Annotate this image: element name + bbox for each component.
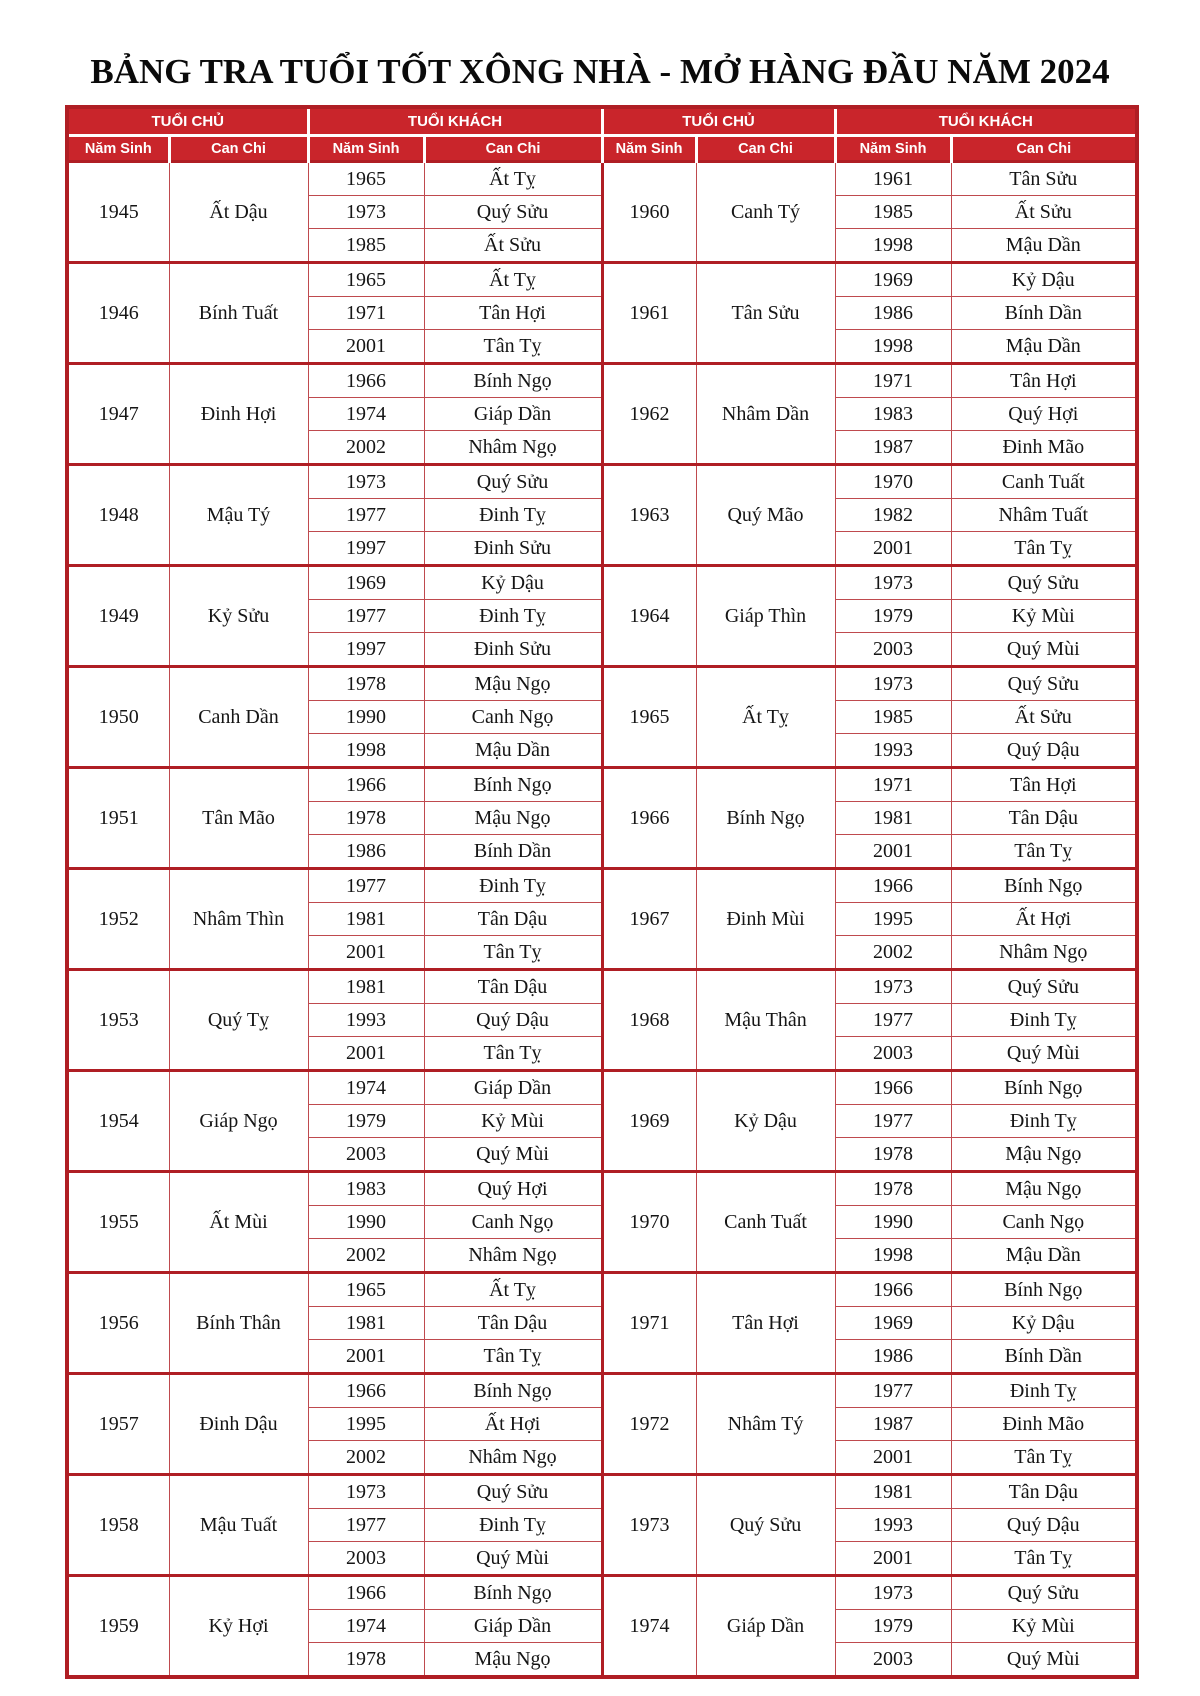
guest-year-cell: 1993 xyxy=(835,1509,951,1542)
host-year-cell: 1973 xyxy=(602,1475,696,1576)
guest-canchi-cell: Đinh Tỵ xyxy=(951,1105,1137,1138)
guest-year-cell: 1961 xyxy=(835,162,951,196)
guest-canchi-cell: Quý Sửu xyxy=(424,196,602,229)
guest-year-cell: 1977 xyxy=(835,1374,951,1408)
table-row xyxy=(67,1273,1137,1307)
guest-year-cell: 1966 xyxy=(308,768,424,802)
host-year-cell: 1966 xyxy=(602,768,696,869)
table-row xyxy=(67,970,1137,1004)
guest-canchi-cell: Đinh Tỵ xyxy=(951,1374,1137,1408)
guest-year-cell: 1973 xyxy=(308,1475,424,1509)
host-year-cell: 1955 xyxy=(67,1172,169,1273)
guest-year-cell: 1971 xyxy=(835,768,951,802)
guest-year-cell: 1997 xyxy=(308,532,424,566)
guest-canchi-cell: Nhâm Ngọ xyxy=(424,431,602,465)
host-canchi-cell: Bính Tuất xyxy=(169,263,308,364)
guest-canchi-cell: Đinh Tỵ xyxy=(424,600,602,633)
guest-canchi-cell: Kỷ Dậu xyxy=(424,566,602,600)
host-canchi-cell: Bính Ngọ xyxy=(696,768,835,869)
guest-year-cell: 2001 xyxy=(835,835,951,869)
host-year-cell: 1964 xyxy=(602,566,696,667)
guest-year-cell: 1990 xyxy=(308,701,424,734)
host-canchi-cell: Đinh Hợi xyxy=(169,364,308,465)
guest-canchi-cell: Quý Mùi xyxy=(424,1138,602,1172)
guest-canchi-cell: Tân Hợi xyxy=(951,364,1137,398)
guest-year-cell: 2001 xyxy=(835,1542,951,1576)
guest-year-cell: 1979 xyxy=(835,1610,951,1643)
host-year-cell: 1947 xyxy=(67,364,169,465)
host-year-cell: 1951 xyxy=(67,768,169,869)
host-year-cell: 1967 xyxy=(602,869,696,970)
table-row xyxy=(67,364,1137,398)
guest-year-cell: 2002 xyxy=(308,1441,424,1475)
guest-canchi-cell: Tân Dậu xyxy=(424,1307,602,1340)
guest-year-cell: 1985 xyxy=(835,701,951,734)
host-year-cell: 1960 xyxy=(602,162,696,263)
table-row xyxy=(67,1475,1137,1509)
host-canchi-cell: Nhâm Dần xyxy=(696,364,835,465)
guest-canchi-cell: Kỷ Mùi xyxy=(424,1105,602,1138)
guest-canchi-cell: Quý Hợi xyxy=(951,398,1137,431)
guest-canchi-cell: Bính Dần xyxy=(951,297,1137,330)
guest-canchi-cell: Bính Ngọ xyxy=(424,364,602,398)
guest-canchi-cell: Nhâm Tuất xyxy=(951,499,1137,532)
host-year-cell: 1965 xyxy=(602,667,696,768)
guest-canchi-cell: Bính Ngọ xyxy=(951,1071,1137,1105)
guest-year-cell: 1966 xyxy=(835,869,951,903)
host-canchi-cell: Mậu Tuất xyxy=(169,1475,308,1576)
guest-year-cell: 1973 xyxy=(835,667,951,701)
guest-canchi-cell: Canh Ngọ xyxy=(424,1206,602,1239)
guest-canchi-cell: Tân Dậu xyxy=(424,903,602,936)
host-canchi-cell: Giáp Dần xyxy=(696,1576,835,1678)
guest-canchi-cell: Tân Tỵ xyxy=(424,1037,602,1071)
column-header-cell: Năm Sinh xyxy=(835,136,951,162)
guest-year-cell: 1978 xyxy=(308,667,424,701)
host-year-cell: 1972 xyxy=(602,1374,696,1475)
host-canchi-cell: Nhâm Tý xyxy=(696,1374,835,1475)
table-body xyxy=(67,162,1137,1678)
guest-canchi-cell: Đinh Mão xyxy=(951,431,1137,465)
guest-year-cell: 1998 xyxy=(835,1239,951,1273)
guest-year-cell: 1986 xyxy=(308,835,424,869)
guest-year-cell: 1985 xyxy=(308,229,424,263)
guest-year-cell: 1977 xyxy=(835,1004,951,1037)
host-canchi-cell: Quý Tỵ xyxy=(169,970,308,1071)
host-canchi-cell: Đinh Mùi xyxy=(696,869,835,970)
guest-canchi-cell: Quý Sửu xyxy=(424,465,602,499)
guest-year-cell: 1973 xyxy=(835,1576,951,1610)
guest-year-cell: 1973 xyxy=(308,196,424,229)
guest-year-cell: 2002 xyxy=(308,1239,424,1273)
guest-canchi-cell: Ất Hợi xyxy=(424,1408,602,1441)
guest-year-cell: 1987 xyxy=(835,1408,951,1441)
host-canchi-cell: Canh Dần xyxy=(169,667,308,768)
group-header-cell: TUỔI KHÁCH xyxy=(308,107,602,136)
host-canchi-cell: Tân Hợi xyxy=(696,1273,835,1374)
guest-year-cell: 1978 xyxy=(308,802,424,835)
column-header-cell: Can Chi xyxy=(951,136,1137,162)
guest-year-cell: 1998 xyxy=(308,734,424,768)
guest-year-cell: 1973 xyxy=(835,970,951,1004)
guest-year-cell: 1990 xyxy=(835,1206,951,1239)
group-header-row xyxy=(67,107,1137,136)
guest-canchi-cell: Ất Sửu xyxy=(951,701,1137,734)
guest-year-cell: 1969 xyxy=(308,566,424,600)
host-canchi-cell: Tân Mão xyxy=(169,768,308,869)
host-canchi-cell: Giáp Thìn xyxy=(696,566,835,667)
host-year-cell: 1949 xyxy=(67,566,169,667)
guest-canchi-cell: Nhâm Ngọ xyxy=(951,936,1137,970)
group-header-cell: TUỔI CHỦ xyxy=(602,107,835,136)
host-canchi-cell: Giáp Ngọ xyxy=(169,1071,308,1172)
guest-year-cell: 2001 xyxy=(308,1340,424,1374)
host-year-cell: 1962 xyxy=(602,364,696,465)
guest-canchi-cell: Ất Hợi xyxy=(951,903,1137,936)
guest-year-cell: 1979 xyxy=(308,1105,424,1138)
host-canchi-cell: Kỷ Sửu xyxy=(169,566,308,667)
guest-canchi-cell: Giáp Dần xyxy=(424,1610,602,1643)
guest-canchi-cell: Đinh Sửu xyxy=(424,633,602,667)
host-year-cell: 1968 xyxy=(602,970,696,1071)
table-row xyxy=(67,465,1137,499)
guest-year-cell: 1966 xyxy=(308,1576,424,1610)
guest-canchi-cell: Quý Sửu xyxy=(951,667,1137,701)
guest-year-cell: 2003 xyxy=(308,1138,424,1172)
host-canchi-cell: Canh Tuất xyxy=(696,1172,835,1273)
guest-canchi-cell: Tân Hợi xyxy=(424,297,602,330)
guest-year-cell: 1986 xyxy=(835,1340,951,1374)
guest-canchi-cell: Quý Dậu xyxy=(951,1509,1137,1542)
table-row xyxy=(67,263,1137,297)
guest-year-cell: 1981 xyxy=(308,970,424,1004)
guest-year-cell: 2002 xyxy=(308,431,424,465)
guest-canchi-cell: Ất Tỵ xyxy=(424,1273,602,1307)
guest-year-cell: 1998 xyxy=(835,229,951,263)
host-canchi-cell: Bính Thân xyxy=(169,1273,308,1374)
guest-canchi-cell: Đinh Tỵ xyxy=(951,1004,1137,1037)
guest-canchi-cell: Quý Mùi xyxy=(951,633,1137,667)
guest-canchi-cell: Canh Ngọ xyxy=(424,701,602,734)
guest-canchi-cell: Mậu Ngọ xyxy=(951,1172,1137,1206)
guest-year-cell: 1993 xyxy=(835,734,951,768)
guest-canchi-cell: Quý Sửu xyxy=(951,970,1137,1004)
host-canchi-cell: Tân Sửu xyxy=(696,263,835,364)
page-title: BẢNG TRA TUỔI TỐT XÔNG NHÀ - MỞ HÀNG ĐẦU NĂM 2024 xyxy=(90,52,1110,91)
guest-canchi-cell: Đinh Sửu xyxy=(424,532,602,566)
host-canchi-cell: Đinh Dậu xyxy=(169,1374,308,1475)
guest-canchi-cell: Tân Tỵ xyxy=(424,936,602,970)
host-year-cell: 1945 xyxy=(67,162,169,263)
guest-year-cell: 1971 xyxy=(308,297,424,330)
guest-canchi-cell: Ất Sửu xyxy=(951,196,1137,229)
host-year-cell: 1969 xyxy=(602,1071,696,1172)
guest-year-cell: 1995 xyxy=(835,903,951,936)
guest-canchi-cell: Tân Tỵ xyxy=(951,835,1137,869)
host-year-cell: 1971 xyxy=(602,1273,696,1374)
guest-year-cell: 2001 xyxy=(308,330,424,364)
guest-canchi-cell: Tân Tỵ xyxy=(951,1441,1137,1475)
table-row xyxy=(67,1172,1137,1206)
guest-canchi-cell: Ất Sửu xyxy=(424,229,602,263)
guest-year-cell: 2003 xyxy=(835,1037,951,1071)
host-canchi-cell: Mậu Thân xyxy=(696,970,835,1071)
host-year-cell: 1959 xyxy=(67,1576,169,1678)
guest-canchi-cell: Tân Dậu xyxy=(424,970,602,1004)
guest-year-cell: 1965 xyxy=(308,162,424,196)
guest-year-cell: 1981 xyxy=(835,1475,951,1509)
guest-canchi-cell: Kỷ Mùi xyxy=(951,600,1137,633)
host-year-cell: 1974 xyxy=(602,1576,696,1678)
guest-year-cell: 1977 xyxy=(308,600,424,633)
guest-year-cell: 2001 xyxy=(835,1441,951,1475)
table-row xyxy=(67,1576,1137,1610)
guest-canchi-cell: Quý Mùi xyxy=(424,1542,602,1576)
guest-canchi-cell: Bính Ngọ xyxy=(424,1374,602,1408)
guest-year-cell: 1970 xyxy=(835,465,951,499)
guest-canchi-cell: Mậu Ngọ xyxy=(424,667,602,701)
guest-canchi-cell: Canh Tuất xyxy=(951,465,1137,499)
guest-canchi-cell: Tân Tỵ xyxy=(424,1340,602,1374)
column-header-cell: Can Chi xyxy=(424,136,602,162)
guest-canchi-cell: Quý Dậu xyxy=(424,1004,602,1037)
host-year-cell: 1956 xyxy=(67,1273,169,1374)
guest-year-cell: 1983 xyxy=(308,1172,424,1206)
column-header-cell: Can Chi xyxy=(169,136,308,162)
guest-year-cell: 1973 xyxy=(835,566,951,600)
host-year-cell: 1958 xyxy=(67,1475,169,1576)
host-year-cell: 1946 xyxy=(67,263,169,364)
guest-year-cell: 1990 xyxy=(308,1206,424,1239)
table-row xyxy=(67,1374,1137,1408)
guest-canchi-cell: Đinh Tỵ xyxy=(424,499,602,532)
host-year-cell: 1953 xyxy=(67,970,169,1071)
guest-canchi-cell: Tân Sửu xyxy=(951,162,1137,196)
host-year-cell: 1957 xyxy=(67,1374,169,1475)
guest-year-cell: 1983 xyxy=(835,398,951,431)
host-year-cell: 1961 xyxy=(602,263,696,364)
guest-canchi-cell: Bính Ngọ xyxy=(424,1576,602,1610)
guest-canchi-cell: Kỷ Dậu xyxy=(951,1307,1137,1340)
guest-year-cell: 1981 xyxy=(308,1307,424,1340)
table-header xyxy=(67,107,1137,162)
host-canchi-cell: Quý Sửu xyxy=(696,1475,835,1576)
guest-year-cell: 1969 xyxy=(835,1307,951,1340)
host-canchi-cell: Ất Tỵ xyxy=(696,667,835,768)
guest-year-cell: 2003 xyxy=(835,1643,951,1678)
host-canchi-cell: Quý Mão xyxy=(696,465,835,566)
guest-canchi-cell: Bính Ngọ xyxy=(424,768,602,802)
guest-year-cell: 2001 xyxy=(308,936,424,970)
guest-canchi-cell: Mậu Dần xyxy=(951,330,1137,364)
guest-year-cell: 2002 xyxy=(835,936,951,970)
table-row xyxy=(67,667,1137,701)
guest-canchi-cell: Kỷ Dậu xyxy=(951,263,1137,297)
guest-year-cell: 2003 xyxy=(835,633,951,667)
guest-canchi-cell: Đinh Tỵ xyxy=(424,869,602,903)
guest-year-cell: 1977 xyxy=(835,1105,951,1138)
guest-year-cell: 1966 xyxy=(308,364,424,398)
host-year-cell: 1950 xyxy=(67,667,169,768)
guest-canchi-cell: Bính Dần xyxy=(951,1340,1137,1374)
guest-canchi-cell: Quý Mùi xyxy=(951,1643,1137,1678)
column-header-cell: Năm Sinh xyxy=(308,136,424,162)
host-year-cell: 1948 xyxy=(67,465,169,566)
guest-year-cell: 1982 xyxy=(835,499,951,532)
guest-canchi-cell: Quý Sửu xyxy=(951,1576,1137,1610)
guest-year-cell: 1978 xyxy=(308,1643,424,1678)
column-header-cell: Can Chi xyxy=(696,136,835,162)
host-canchi-cell: Nhâm Thìn xyxy=(169,869,308,970)
guest-canchi-cell: Giáp Dần xyxy=(424,398,602,431)
guest-canchi-cell: Mậu Ngọ xyxy=(424,1643,602,1678)
guest-canchi-cell: Mậu Dần xyxy=(424,734,602,768)
guest-canchi-cell: Tân Tỵ xyxy=(424,330,602,364)
guest-canchi-cell: Canh Ngọ xyxy=(951,1206,1137,1239)
guest-canchi-cell: Bính Ngọ xyxy=(951,1273,1137,1307)
host-canchi-cell: Mậu Tý xyxy=(169,465,308,566)
table-row xyxy=(67,566,1137,600)
guest-year-cell: 1974 xyxy=(308,1610,424,1643)
guest-canchi-cell: Ất Tỵ xyxy=(424,263,602,297)
host-year-cell: 1963 xyxy=(602,465,696,566)
guest-canchi-cell: Tân Tỵ xyxy=(951,1542,1137,1576)
guest-canchi-cell: Giáp Dần xyxy=(424,1071,602,1105)
guest-canchi-cell: Quý Sửu xyxy=(951,566,1137,600)
column-header-row xyxy=(67,136,1137,162)
guest-year-cell: 1978 xyxy=(835,1138,951,1172)
guest-year-cell: 1997 xyxy=(308,633,424,667)
age-lookup-table xyxy=(65,105,1139,1679)
guest-canchi-cell: Bính Dần xyxy=(424,835,602,869)
guest-year-cell: 1981 xyxy=(308,903,424,936)
guest-year-cell: 1977 xyxy=(308,499,424,532)
guest-year-cell: 1981 xyxy=(835,802,951,835)
guest-canchi-cell: Bính Ngọ xyxy=(951,869,1137,903)
guest-year-cell: 1974 xyxy=(308,398,424,431)
guest-canchi-cell: Quý Hợi xyxy=(424,1172,602,1206)
guest-canchi-cell: Quý Sửu xyxy=(424,1475,602,1509)
guest-canchi-cell: Tân Tỵ xyxy=(951,532,1137,566)
guest-canchi-cell: Quý Dậu xyxy=(951,734,1137,768)
table-row xyxy=(67,768,1137,802)
guest-canchi-cell: Tân Dậu xyxy=(951,802,1137,835)
guest-year-cell: 1965 xyxy=(308,263,424,297)
host-canchi-cell: Kỷ Dậu xyxy=(696,1071,835,1172)
guest-canchi-cell: Tân Dậu xyxy=(951,1475,1137,1509)
guest-year-cell: 1978 xyxy=(835,1172,951,1206)
guest-year-cell: 1987 xyxy=(835,431,951,465)
guest-year-cell: 1995 xyxy=(308,1408,424,1441)
guest-year-cell: 1973 xyxy=(308,465,424,499)
guest-year-cell: 1977 xyxy=(308,1509,424,1542)
host-year-cell: 1970 xyxy=(602,1172,696,1273)
guest-year-cell: 1971 xyxy=(835,364,951,398)
guest-year-cell: 1986 xyxy=(835,297,951,330)
guest-year-cell: 1998 xyxy=(835,330,951,364)
group-header-cell: TUỔI KHÁCH xyxy=(835,107,1137,136)
guest-canchi-cell: Đinh Mão xyxy=(951,1408,1137,1441)
guest-canchi-cell: Quý Mùi xyxy=(951,1037,1137,1071)
guest-year-cell: 2001 xyxy=(308,1037,424,1071)
table-row xyxy=(67,162,1137,196)
guest-year-cell: 1965 xyxy=(308,1273,424,1307)
guest-canchi-cell: Ất Tỵ xyxy=(424,162,602,196)
table-row xyxy=(67,1071,1137,1105)
host-canchi-cell: Canh Tý xyxy=(696,162,835,263)
guest-canchi-cell: Mậu Ngọ xyxy=(951,1138,1137,1172)
guest-year-cell: 2003 xyxy=(308,1542,424,1576)
guest-canchi-cell: Mậu Ngọ xyxy=(424,802,602,835)
host-canchi-cell: Ất Mùi xyxy=(169,1172,308,1273)
guest-year-cell: 1993 xyxy=(308,1004,424,1037)
guest-year-cell: 1974 xyxy=(308,1071,424,1105)
guest-year-cell: 2001 xyxy=(835,532,951,566)
guest-canchi-cell: Mậu Dần xyxy=(951,1239,1137,1273)
guest-year-cell: 1966 xyxy=(308,1374,424,1408)
guest-year-cell: 1969 xyxy=(835,263,951,297)
guest-canchi-cell: Nhâm Ngọ xyxy=(424,1239,602,1273)
host-canchi-cell: Ất Dậu xyxy=(169,162,308,263)
guest-canchi-cell: Đinh Tỵ xyxy=(424,1509,602,1542)
guest-year-cell: 1977 xyxy=(308,869,424,903)
host-canchi-cell: Kỷ Hợi xyxy=(169,1576,308,1678)
guest-canchi-cell: Tân Hợi xyxy=(951,768,1137,802)
column-header-cell: Năm Sinh xyxy=(67,136,169,162)
column-header-cell: Năm Sinh xyxy=(602,136,696,162)
guest-canchi-cell: Kỷ Mùi xyxy=(951,1610,1137,1643)
guest-year-cell: 1966 xyxy=(835,1071,951,1105)
guest-year-cell: 1985 xyxy=(835,196,951,229)
group-header-cell: TUỔI CHỦ xyxy=(67,107,308,136)
guest-canchi-cell: Nhâm Ngọ xyxy=(424,1441,602,1475)
guest-year-cell: 1979 xyxy=(835,600,951,633)
guest-year-cell: 1966 xyxy=(835,1273,951,1307)
host-year-cell: 1954 xyxy=(67,1071,169,1172)
host-year-cell: 1952 xyxy=(67,869,169,970)
guest-canchi-cell: Mậu Dần xyxy=(951,229,1137,263)
table-row xyxy=(67,869,1137,903)
